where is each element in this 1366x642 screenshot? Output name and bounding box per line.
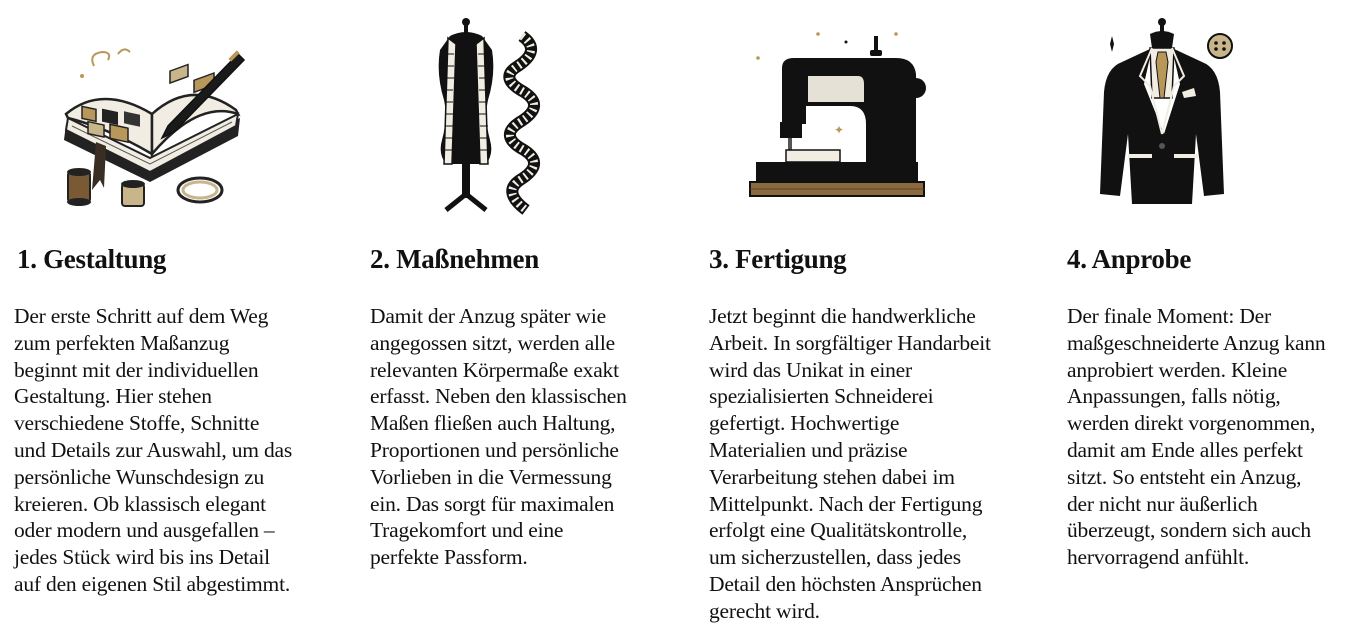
text-line: Der finale Moment: Der [1067, 304, 1271, 328]
text-line: ein. Das sorgt für maximalen [370, 491, 615, 516]
text-line: sitzt. So entsteht ein Anzug, [1067, 464, 1302, 489]
text-line: Gestaltung. Hier stehen [14, 384, 212, 409]
step-title: 2. Maßnehmen [370, 244, 539, 274]
text-line: Arbeit. In sorgfältiger Handarbeit [709, 330, 991, 355]
step-fertigung [690, 0, 1050, 642]
text-line: überzeugt, sondern sich auch [1067, 518, 1311, 543]
text-line: oder modern und ausgefallen – [14, 518, 275, 543]
text-line: maßgeschneiderte Anzug kann [1067, 330, 1326, 355]
text-line: Verarbeitung stehen dabei im [709, 464, 955, 489]
step-anprobe [1050, 0, 1366, 642]
text-line: angegossen sitzt, werden alle [370, 330, 615, 355]
text-line: Vorlieben in die Vermessung [370, 464, 612, 489]
text-line: Damit der Anzug später wie [370, 304, 607, 328]
suit-jacket-icon [1092, 14, 1242, 220]
step-title: 1. Gestaltung [17, 244, 167, 274]
text-line: Detail den höchsten Ansprüchen [709, 571, 982, 596]
text-line: gefertigt. Hochwertige [709, 411, 900, 436]
step-gestaltung [0, 0, 350, 642]
text-line: Der erste Schritt auf dem Weg [14, 304, 269, 328]
text-line: hervorragend anfühlt. [1067, 545, 1250, 570]
sketchbook-pen-icon [52, 14, 252, 220]
text-line: damit am Ende alles perfekt [1067, 437, 1303, 462]
text-line: der nicht nur äußerlich [1067, 491, 1258, 516]
text-line: Proportionen und persönliche [370, 437, 619, 462]
text-line: spezialisierten Schneiderei [709, 384, 934, 409]
text-line: erfolgt eine Qualitätskontrolle, [709, 518, 968, 543]
text-line: gerecht wird. [709, 598, 820, 623]
text-line: jedes Stück wird bis ins Detail [14, 545, 270, 570]
text-line: Anpassungen, falls nötig, [1067, 384, 1281, 409]
dress-form-measuring-tape-icon [422, 14, 552, 220]
step-description [1067, 303, 1325, 571]
text-line: persönliche Wunschdesign zu [14, 464, 265, 489]
step-title: 3. Fertigung [709, 244, 847, 274]
text-line: relevanten Körpermaße exakt [370, 357, 619, 382]
text-line: verschiedene Stoffe, Schnitte [14, 411, 260, 436]
text-line: Mittelpunkt. Nach der Fertigung [709, 491, 983, 516]
text-line: perfekte Passform. [370, 545, 528, 570]
text-line: beginnt mit der individuellen [14, 357, 259, 382]
text-line: werden direkt vorgenommen, [1067, 411, 1316, 436]
step-title: 4. Anprobe [1067, 244, 1192, 274]
svg-text:✦: ✦ [834, 123, 845, 137]
text-line: auf den eigenen Stil abgestimmt. [14, 571, 291, 596]
text-line: wird das Unikat in einer [709, 357, 912, 382]
text-line: anprobiert werden. Kleine [1067, 357, 1288, 382]
sewing-machine-icon [746, 14, 926, 220]
text-line: und Details zur Auswahl, um das [14, 437, 293, 462]
text-line: Tragekomfort und eine [370, 518, 564, 543]
step-description [370, 303, 627, 571]
text-line: Materialien und präzise [709, 437, 908, 462]
text-line: erfasst. Neben den klassischen [370, 384, 627, 409]
text-line: Jetzt beginnt die handwerkliche [709, 304, 976, 328]
step-description [709, 303, 991, 625]
text-line: um sicherzustellen, dass jedes [709, 545, 961, 570]
text-line: zum perfekten Maßanzug [14, 330, 230, 355]
step-massnehmen [350, 0, 690, 642]
text-line: kreieren. Ob klassisch elegant [14, 491, 266, 516]
step-description [14, 303, 292, 598]
text-line: Maßen fließen auch Haltung, [370, 411, 616, 436]
